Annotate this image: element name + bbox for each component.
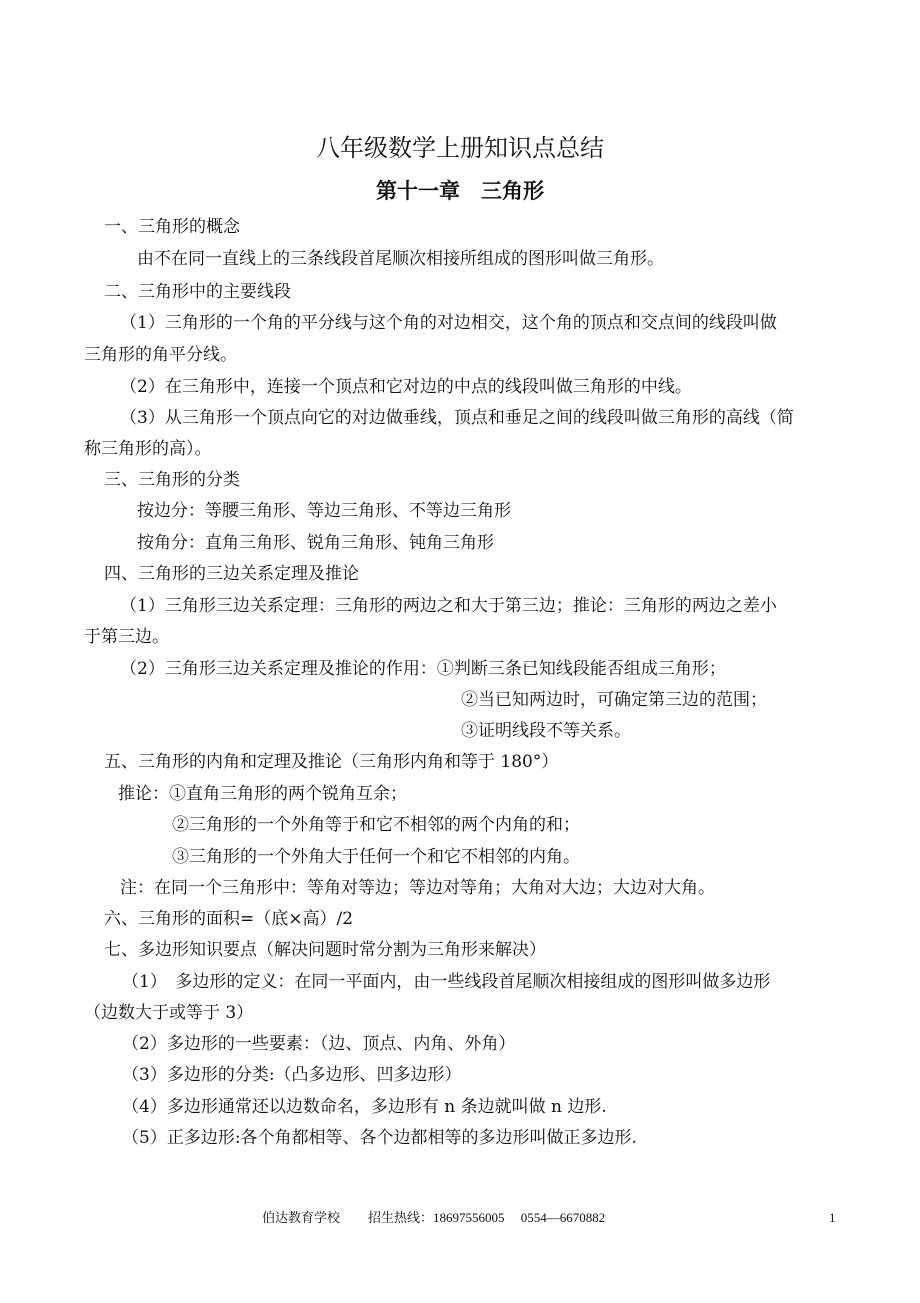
paragraph-line: （1）三角形三边关系定理：三角形的两边之和大于第三边；推论：三角形的两边之差小: [120, 596, 777, 616]
paragraph-line: 三角形的角平分线。: [84, 345, 237, 365]
paragraph-line: 推论：①直角三角形的两个锐角互余；: [118, 784, 407, 804]
section-heading-5: 五、三角形的内角和定理及推论（三角形内角和等于 180°）: [104, 752, 559, 772]
paragraph-line: （2）在三角形中，连接一个顶点和它对边的中点的线段叫做三角形的中线。: [120, 377, 692, 397]
paragraph-line: 由不在同一直线上的三条线段首尾顺次相接所组成的图形叫做三角形。: [137, 249, 664, 269]
paragraph-line: （4）多边形通常还以边数命名，多边形有 n 条边就叫做 n 边形.: [122, 1097, 607, 1117]
section-heading-4: 四、三角形的三边关系定理及推论: [104, 564, 359, 584]
footer-hotline: 招生热线：18697556005 0554—6670882: [368, 1210, 606, 1225]
paragraph-line: （2）多边形的一些要素：（边、顶点、内角、外角）: [122, 1034, 516, 1054]
paragraph-line: ③证明线段不等关系。: [461, 721, 631, 741]
document-title: 八年级数学上册知识点总结: [316, 134, 604, 162]
chapter-heading: 第十一章 三角形: [376, 178, 544, 203]
paragraph-line: ②三角形的一个外角等于和它不相邻的两个内角的和；: [172, 815, 580, 835]
section-heading-3: 三、三角形的分类: [104, 470, 240, 490]
paragraph-line: ②当已知两边时，可确定第三边的范围；: [461, 690, 767, 710]
footer-school-name: 伯达教育学校: [262, 1210, 341, 1225]
paragraph-line: 按角分：直角三角形、锐角三角形、钝角三角形: [137, 533, 494, 553]
section-heading-7: 七、多边形知识要点（解决问题时常分割为三角形来解决）: [104, 940, 546, 960]
paragraph-line: （1） 多边形的定义：在同一平面内，由一些线段首尾顺次相接组成的图形叫做多边形: [122, 972, 771, 992]
paragraph-line: 按边分：等腰三角形、等边三角形、不等边三角形: [137, 501, 511, 521]
paragraph-line: ③三角形的一个外角大于任何一个和它不相邻的内角。: [172, 847, 580, 867]
paragraph-line: （5）正多边形:各个角都相等、各个边都相等的多边形叫做正多边形.: [122, 1128, 637, 1148]
paragraph-line: （3）多边形的分类:（凸多边形、凹多边形）: [122, 1065, 462, 1085]
paragraph-line: （2）三角形三边关系定理及推论的作用：①判断三条已知线段能否组成三角形；: [120, 659, 726, 679]
section-heading-2: 二、三角形中的主要线段: [104, 282, 291, 302]
paragraph-line: 于第三边。: [84, 627, 169, 647]
paragraph-line: （1）三角形的一个角的平分线与这个角的对边相交，这个角的顶点和交点间的线段叫做: [120, 313, 777, 333]
section-heading-1: 一、三角形的概念: [104, 217, 240, 237]
note-line: 注：在同一个三角形中：等角对等边；等边对等角；大角对大边；大边对大角。: [120, 878, 715, 898]
paragraph-line: 称三角形的高）。: [84, 439, 212, 459]
page-number: 1: [829, 1210, 836, 1225]
paragraph-line: （边数大于或等于 3）: [84, 1003, 254, 1023]
paragraph-line: （3）从三角形一个顶点向它的对边做垂线，顶点和垂足之间的线段叫做三角形的高线（简: [120, 408, 794, 428]
section-heading-6: 六、三角形的面积=（底×高）/2: [104, 909, 354, 929]
